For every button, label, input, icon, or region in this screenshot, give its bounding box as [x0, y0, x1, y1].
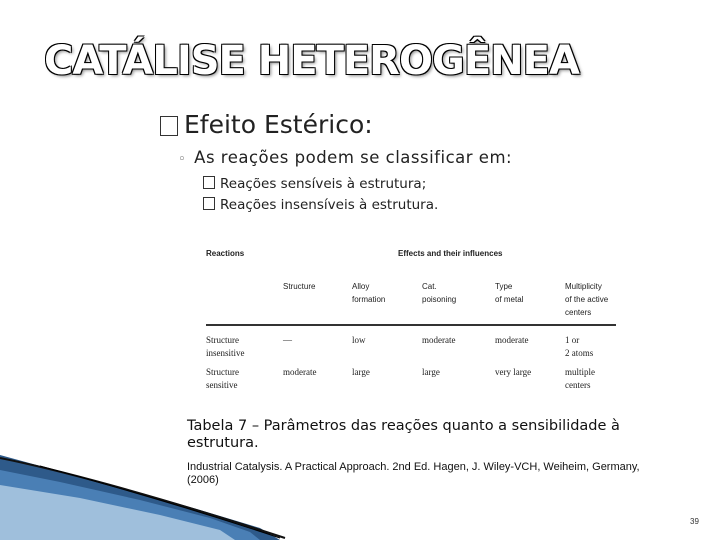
- reaction-sensitivity-table: [206, 247, 616, 397]
- table-cell: moderate: [495, 335, 529, 345]
- table-cell: moderate: [283, 367, 317, 377]
- table-rule: [206, 324, 616, 326]
- slide-title: CATÁLISE HETEROGÊNEA: [44, 38, 579, 84]
- page-number: 39: [690, 517, 699, 526]
- column-header: [283, 280, 315, 293]
- column-header: [565, 280, 608, 319]
- cell-line: sensitive: [206, 380, 238, 390]
- bullet-level1: [160, 110, 373, 139]
- bullet-level2: [178, 148, 512, 167]
- column-header-line: poisoning: [422, 295, 457, 304]
- table-cell-reaction: [206, 366, 239, 392]
- table-header-effects: Effects and their influences: [398, 249, 503, 258]
- table-cell: large: [422, 367, 440, 377]
- table-cell: very large: [495, 367, 532, 377]
- table-cell: moderate: [422, 335, 456, 345]
- cell-line: Structure: [206, 335, 239, 345]
- table-cell: [565, 366, 595, 392]
- cell-line: Structure: [206, 367, 239, 377]
- cell-line: 2 atoms: [565, 348, 594, 358]
- column-header-line: Cat.: [422, 282, 437, 291]
- reference-citation: Industrial Catalysis. A Practical Approach. 2nd Ed. Hagen, J. Wiley-VCH, Weiheim, Germany, (2006): [187, 461, 640, 486]
- column-header: [495, 280, 523, 306]
- column-header-line: formation: [352, 295, 386, 304]
- bullet-level3-item: [203, 176, 426, 192]
- column-header: [352, 280, 385, 306]
- column-header-line: Type: [495, 282, 513, 291]
- bullet-level3-text: Reações insensíveis à estrutura.: [220, 197, 439, 213]
- column-header-line: Multiplicity: [565, 282, 602, 291]
- bullet-level1-text: Efeito Estérico:: [184, 110, 373, 139]
- column-header-line: Structure: [283, 282, 316, 291]
- table-header-reactions: Reactions: [206, 249, 245, 258]
- table-cell: large: [352, 367, 370, 377]
- column-header: [422, 280, 456, 306]
- circle-bullet-icon: ◦: [178, 152, 187, 167]
- column-header-line: centers: [565, 308, 592, 317]
- table-cell: low: [352, 335, 366, 345]
- bullet-level3-text: Reações sensíveis à estrutura;: [220, 176, 427, 192]
- column-header-line: of the active: [565, 295, 609, 304]
- checkbox-bullet-icon: [203, 197, 215, 210]
- bullet-level3-item: [203, 197, 438, 213]
- table-cell: [565, 334, 593, 360]
- cell-line: 1 or: [565, 335, 580, 345]
- table-cell: —: [283, 335, 292, 345]
- bullet-level2-text: As reações podem se classificar em:: [194, 148, 513, 167]
- column-header-line: Alloy: [352, 282, 370, 291]
- cell-line: insensitive: [206, 348, 245, 358]
- cell-line: multiple: [565, 367, 595, 377]
- column-header-line: of metal: [495, 295, 524, 304]
- checkbox-bullet-icon: [203, 176, 215, 189]
- checkbox-bullet-icon: [160, 116, 178, 136]
- cell-line: centers: [565, 380, 591, 390]
- table-cell-reaction: [206, 334, 245, 360]
- table-caption: Tabela 7 – Parâmetros das reações quanto a sensibilidade à estrutura.: [187, 418, 620, 451]
